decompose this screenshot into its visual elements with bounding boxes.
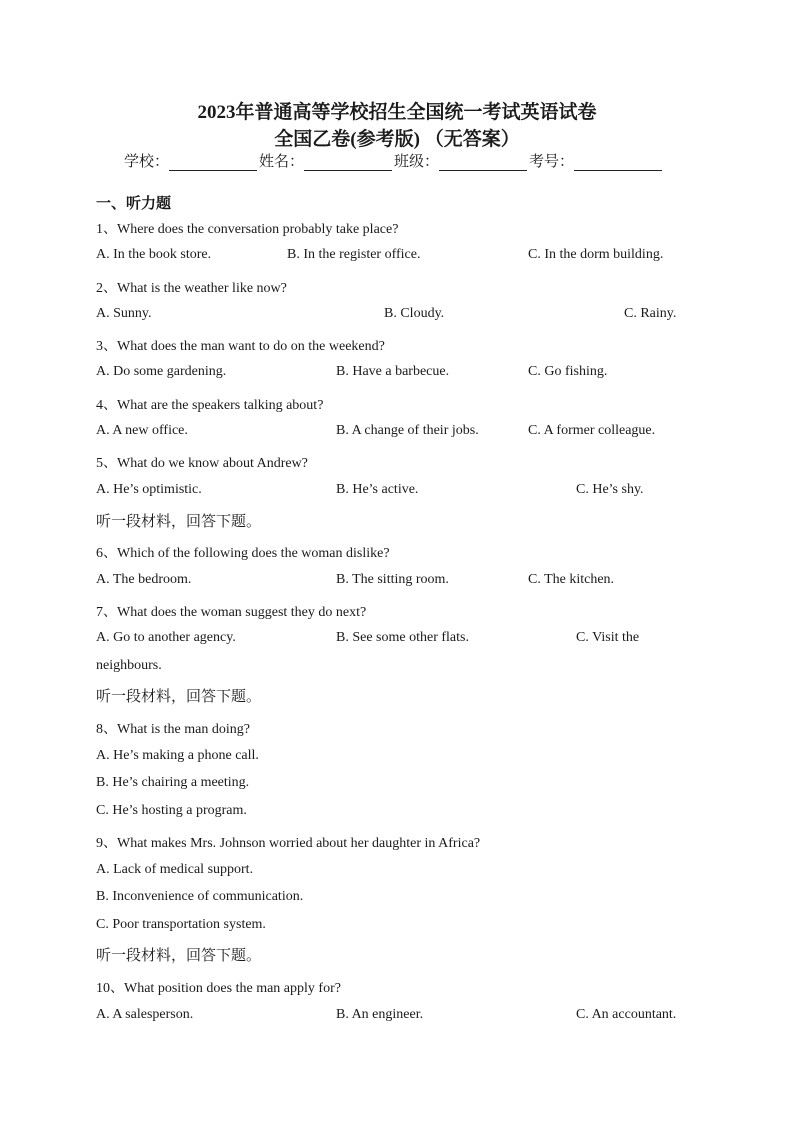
q6-option-a[interactable]: A. The bedroom. <box>96 572 192 587</box>
q10-option-b[interactable]: B. An engineer. <box>336 1007 424 1022</box>
q9-option-b[interactable]: B. Inconvenience of communication. <box>96 889 304 904</box>
q3-option-a[interactable]: A. Do some gardening. <box>96 364 227 379</box>
listening-note-1: 听一段材料，回答下题。 <box>96 514 262 530</box>
q5-option-b[interactable]: B. He’s active. <box>336 482 419 497</box>
exam-number-field[interactable]: 考号： <box>529 150 664 171</box>
question-3: 3、What does the man want to do on the weekend? <box>96 339 385 354</box>
q1-option-b[interactable]: B. In the register office. <box>287 247 421 262</box>
listening-note-3: 听一段材料，回答下题。 <box>96 948 262 964</box>
class-field[interactable]: 班级： <box>394 150 529 171</box>
question-5: 5、What do we know about Andrew? <box>96 456 308 471</box>
q2-option-c[interactable]: C. Rainy. <box>624 306 677 321</box>
q3-option-c[interactable]: C. Go fishing. <box>528 364 608 379</box>
q2-option-a[interactable]: A. Sunny. <box>96 306 152 321</box>
q6-option-c[interactable]: C. The kitchen. <box>528 572 615 587</box>
question-2: 2、What is the weather like now? <box>96 281 287 296</box>
question-9: 9、What makes Mrs. Johnson worried about her daughter in Africa? <box>96 836 481 851</box>
question-4: 4、What are the speakers talking about? <box>96 398 324 413</box>
q7-option-b[interactable]: B. See some other flats. <box>336 630 469 645</box>
name-field[interactable]: 姓名： <box>259 150 394 171</box>
question-6: 6、Which of the following does the woman dislike? <box>96 546 390 561</box>
q1-option-c[interactable]: C. In the dorm building. <box>528 247 664 262</box>
q5-option-c[interactable]: C. He’s shy. <box>576 482 644 497</box>
listening-note-2: 听一段材料，回答下题。 <box>96 689 262 705</box>
school-field[interactable]: 学校： <box>124 150 259 171</box>
exam-title: 2023年普通高等学校招生全国统一考试英语试卷 <box>197 102 597 123</box>
q8-option-c[interactable]: C. He’s hosting a program. <box>96 803 247 818</box>
q6-option-b[interactable]: B. The sitting room. <box>336 572 449 587</box>
q4-option-c[interactable]: C. A former colleague. <box>528 423 656 438</box>
q3-option-b[interactable]: B. Have a barbecue. <box>336 364 450 379</box>
exam-subtitle: 全国乙卷(参考版) （无答案） <box>274 129 520 150</box>
q7-option-c-continued[interactable]: neighbours. <box>96 658 162 673</box>
q10-option-a[interactable]: A. A salesperson. <box>96 1007 194 1022</box>
q7-option-a[interactable]: A. Go to another agency. <box>96 630 236 645</box>
q10-option-c[interactable]: C. An accountant. <box>576 1007 677 1022</box>
q5-option-a[interactable]: A. He’s optimistic. <box>96 482 202 497</box>
q9-option-a[interactable]: A. Lack of medical support. <box>96 862 254 877</box>
q4-option-a[interactable]: A. A new office. <box>96 423 188 438</box>
q1-option-a[interactable]: A. In the book store. <box>96 247 212 262</box>
q8-option-b[interactable]: B. He’s chairing a meeting. <box>96 775 250 790</box>
question-8: 8、What is the man doing? <box>96 722 250 737</box>
q7-option-c[interactable]: C. Visit the <box>576 630 640 645</box>
section-title: 一、听力题 <box>96 196 172 212</box>
q2-option-b[interactable]: B. Cloudy. <box>384 306 445 321</box>
question-1: 1、Where does the conversation probably take place? <box>96 222 399 237</box>
q8-option-a[interactable]: A. He’s making a phone call. <box>96 748 259 763</box>
student-info <box>124 150 684 171</box>
q4-option-b[interactable]: B. A change of their jobs. <box>336 423 479 438</box>
question-10: 10、What position does the man apply for? <box>96 981 341 996</box>
question-7: 7、What does the woman suggest they do next? <box>96 605 367 620</box>
q9-option-c[interactable]: C. Poor transportation system. <box>96 917 266 932</box>
